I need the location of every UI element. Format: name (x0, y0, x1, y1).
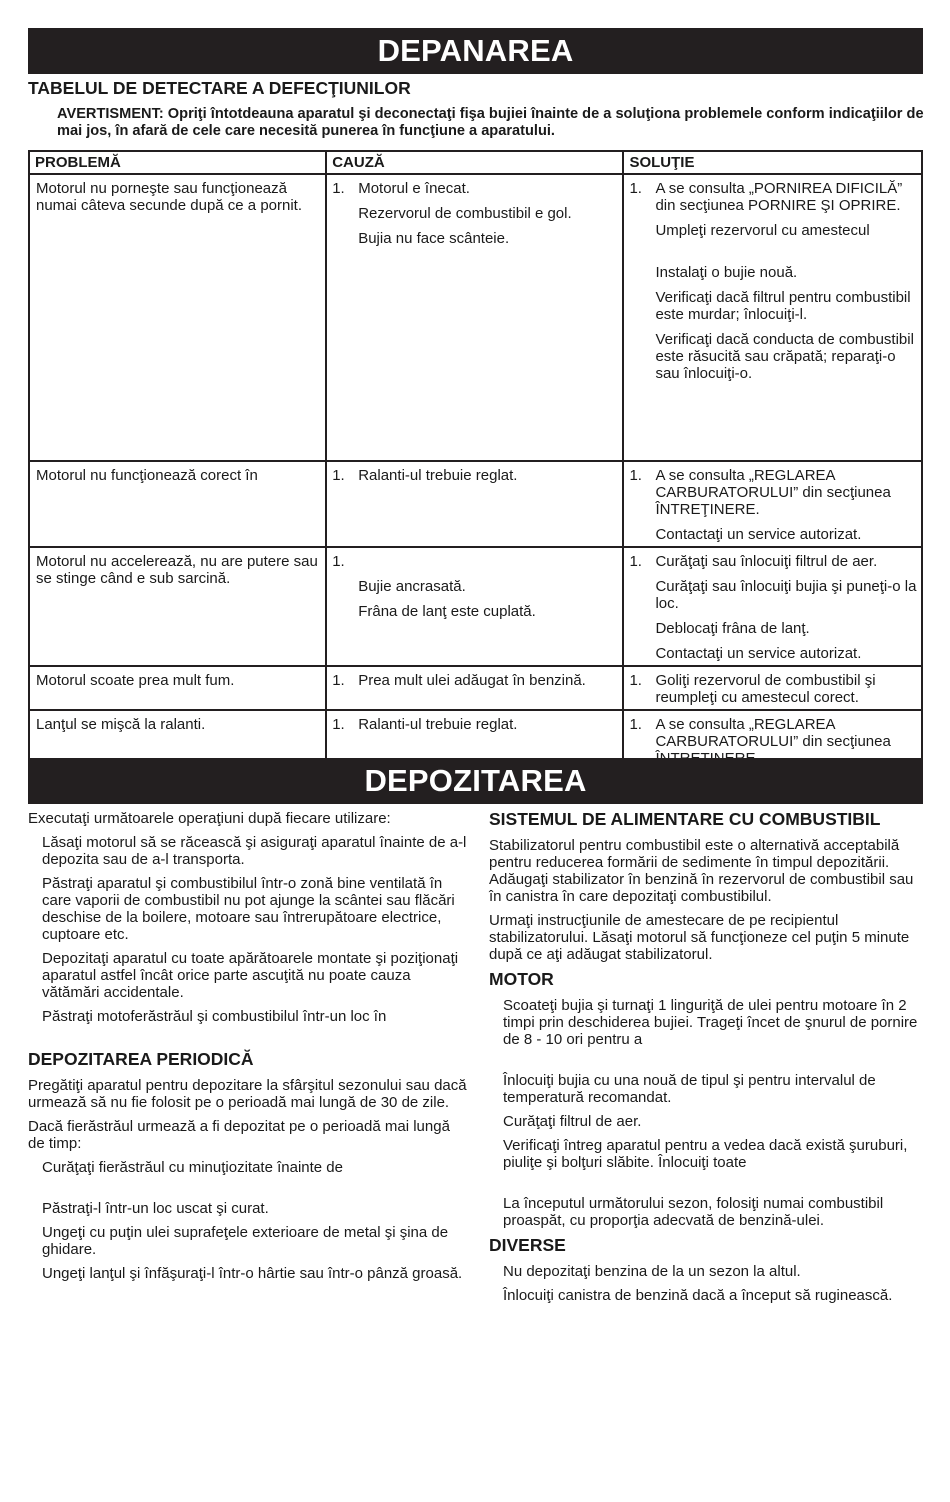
solution-item (629, 180, 917, 214)
fuel-system-paragraph: Stabilizatorul pentru combustibil este o alternativă acceptabilă pentru reducerea formării de sedimente în timpul depozitării. Adăugaţi stabilizator în benzină în rezervorul de combustibil sau în canistra în care depozitaţi combustibilul. (489, 837, 914, 905)
header-solution: SOLUŢIE (623, 151, 922, 174)
fuel-system-heading: SISTEMUL DE ALIMENTARE CU COMBUSTIBIL (489, 809, 881, 829)
item-number (629, 222, 655, 239)
item-text: Instalaţi o bujie nouă. (655, 264, 798, 281)
item-text: Verificaţi dacă conducta de combustibil este răsucită sau crăpată; reparaţi-o sau înlocuiţi-o. (655, 331, 914, 382)
troubleshooting-banner: DEPANAREA (28, 28, 923, 74)
motor-item: Verificaţi întreg aparatul pentru a vedea dacă există şuruburi, piuliţe şi bolţuri slăbite. Înlocuiţi toate (503, 1137, 908, 1171)
item-text: Motorul e înecat. (358, 180, 470, 197)
periodic-item: Ungeţi cu puţin ulei suprafeţele exterioare de metal şi şina de ghidare. (42, 1224, 449, 1258)
item-number: 1. (629, 467, 642, 484)
problem-cell: Motorul nu porneşte sau funcţionează numai câteva secunde după ce a pornit. (29, 174, 326, 461)
misc-heading: DIVERSE (489, 1235, 566, 1255)
motor-item: Curăţaţi filtrul de aer. (503, 1113, 642, 1130)
item-text: Curăţaţi sau înlocuiţi filtrul de aer. (655, 553, 878, 570)
table-row (29, 174, 922, 461)
cause-item (332, 230, 618, 247)
item-text: Frâna de lanţ este cuplată. (358, 603, 536, 620)
item-number: 1. (629, 672, 642, 689)
cause-cell (326, 547, 623, 666)
item-text: Prea mult ulei adăugat în benzină. (358, 672, 586, 689)
table-header-row (29, 151, 922, 174)
cause-item (332, 716, 618, 733)
cause-cell (326, 461, 623, 547)
problem-cell: Motorul scoate prea mult fum. (29, 666, 326, 710)
item-number: 1. (629, 716, 642, 733)
solution-item (629, 264, 917, 281)
motor-item: Înlocuiţi bujia cu una nouă de tipul şi pentru intervalul de temperatură recomandat. (503, 1072, 876, 1106)
item-text: Verificaţi dacă filtrul pentru combustibil este murdar; înlocuiţi-l. (655, 289, 911, 323)
item-text: Contactaţi un service autorizat. (655, 645, 862, 662)
solution-item (629, 467, 917, 518)
cause-item (332, 603, 618, 620)
solution-item (629, 526, 917, 543)
solution-item (629, 645, 917, 662)
item-number: 1. (332, 716, 345, 733)
item-text: Goliţi rezervorul de combustibil şi reumpleţi cu amestecul corect. (655, 672, 876, 706)
periodic-paragraph: Pregătiţi aparatul pentru depozitare la sfârşitul sezonului sau dacă urmează să nu fie folosit pe o perioadă mai lungă de 30 de zile. (28, 1077, 467, 1111)
problem-cell: Lanţul se mişcă la ralanti. (29, 710, 326, 796)
cause-cell (326, 666, 623, 710)
cause-item (332, 205, 618, 222)
solution-cell (623, 174, 922, 461)
after-use-item: Păstraţi aparatul şi combustibilul într-o zonă bine ventilată în care vaporii de combustibil nu pot ajunge la scântei sau flăcări deschise de la boilere, motoare sau întrerupătoare electrice, cuptoare etc. (42, 875, 455, 943)
item-number (332, 603, 358, 620)
item-text: A se consulta „REGLAREA CARBURATORULUI” din secţiunea (655, 716, 891, 750)
item-text: Deblocaţi frâna de lanţ. (655, 620, 810, 637)
item-text: Curăţaţi sau înlocuiţi bujia şi puneţi-o la loc. (655, 578, 917, 612)
item-text (358, 553, 618, 570)
after-use-item: Depozitaţi aparatul cu toate apărătoarele montate şi poziţionaţi aparatul astfel încât orice parte ascuţită nu poate cauza vătămări accidentale. (42, 950, 459, 1001)
solution-item (629, 222, 917, 239)
periodic-item: Păstraţi-l într-un loc uscat şi curat. (42, 1200, 269, 1217)
cause-item (332, 467, 618, 484)
warning-text: AVERTISMENT: Opriţi întotdeauna aparatul şi deconectaţi fişa bujiei înainte de a soluţiona problemele conform indicaţiilor de mai jos, în afară de cele care necesită punerea în funcţiune a aparatului. (57, 106, 924, 139)
periodic-item: Curăţaţi fierăstrăul cu minuţiozitate înainte de (42, 1159, 343, 1176)
solution-cell (623, 461, 922, 547)
misc-item: Înlocuiţi canistra de benzină dacă a început să ruginească. (503, 1287, 893, 1304)
motor-heading: MOTOR (489, 969, 554, 989)
item-number (629, 331, 655, 382)
storage-intro: Executaţi următoarele operaţiuni după fiecare utilizare: (28, 810, 391, 827)
item-number (629, 620, 655, 637)
troubleshooting-table-title: TABELUL DE DETECTARE A DEFECŢIUNILOR (28, 78, 411, 98)
storage-left-column (28, 810, 468, 1289)
item-text: Ralanti-ul trebuie reglat. (358, 467, 518, 484)
item-number (629, 264, 655, 281)
item-number (629, 289, 655, 323)
item-text: Umpleţi rezervorul cu amestecul (655, 222, 870, 239)
cause-item (332, 578, 618, 595)
table-row (29, 547, 922, 666)
troubleshooting-table (28, 150, 923, 797)
item-number (629, 645, 655, 662)
solution-item (629, 553, 917, 570)
header-problem: PROBLEMĂ (29, 151, 326, 174)
item-text: Contactaţi un service autorizat. (655, 526, 862, 543)
item-number: 1. (629, 180, 642, 197)
item-number: 1. (332, 180, 345, 197)
storage-banner: DEPOZITAREA (28, 758, 923, 804)
item-number: 1. (332, 553, 345, 570)
item-number: 1. (629, 553, 642, 570)
storage-right-column (489, 810, 929, 1311)
solution-cell (623, 547, 922, 666)
solution-item (629, 672, 917, 706)
solution-item (629, 620, 917, 637)
item-text: A se consulta „PORNIREA DIFICILĂ” din secţiunea PORNIRE ŞI OPRIRE. (655, 180, 903, 214)
item-number: 1. (332, 467, 345, 484)
item-number: 1. (332, 672, 345, 689)
motor-item: La începutul următorului sezon, folosiţi numai combustibil proaspăt, cu proporţia adecvată de benzină-ulei. (503, 1195, 884, 1229)
table-row (29, 666, 922, 710)
problem-cell: Motorul nu accelerează, nu are putere sau se stinge când e sub sarcină. (29, 547, 326, 666)
cause-cell (326, 174, 623, 461)
periodic-storage-heading: DEPOZITAREA PERIODICĂ (28, 1049, 254, 1069)
table-row (29, 461, 922, 547)
cause-item (332, 180, 618, 197)
item-text: Ralanti-ul trebuie reglat. (358, 716, 518, 733)
item-number (332, 205, 358, 222)
fuel-system-paragraph: Urmaţi instrucţiunile de amestecare de pe recipientul stabilizatorului. Lăsaţi motorul să funcţioneze cel puţin 5 minute după ce aţi adăugat stabilizatorul. (489, 912, 910, 963)
after-use-item: Lăsaţi motorul să se răcească şi asiguraţi aparatul înainte de a-l depozita sau de a-l transporta. (42, 834, 467, 868)
problem-cell: Motorul nu funcţionează corect în (29, 461, 326, 547)
item-number (629, 526, 655, 543)
cause-item (332, 553, 618, 570)
periodic-paragraph: Dacă fierăstrăul urmează a fi depozitat pe o perioadă mai lungă de timp: (28, 1118, 450, 1152)
item-text: Bujie ancrasată. (358, 578, 466, 595)
periodic-item: Ungeţi lanţul şi înfăşuraţi-l într-o hârtie sau într-o pânză groasă. (42, 1265, 463, 1282)
solution-cell (623, 666, 922, 710)
item-text: Rezervorul de combustibil e gol. (358, 205, 572, 222)
motor-item: Scoateţi bujia şi turnaţi 1 linguriţă de ulei pentru motoare în 2 timpi prin deschiderea bujiei. Trageţi încet de şnurul de pornire de 8 - 10 ori pentru a (503, 997, 918, 1048)
item-text: A se consulta „REGLAREA CARBURATORULUI” din secţiunea ÎNTREŢINERE. (655, 467, 891, 518)
item-number (332, 578, 358, 595)
header-cause: CAUZĂ (326, 151, 623, 174)
solution-item (629, 289, 917, 323)
after-use-item: Păstraţi motoferăstrăul şi combustibilul într-un loc în (42, 1008, 387, 1025)
solution-item (629, 578, 917, 612)
cause-item (332, 672, 618, 689)
solution-item (629, 331, 917, 382)
item-number (332, 230, 358, 247)
misc-item: Nu depozitaţi benzina de la un sezon la altul. (503, 1263, 801, 1280)
item-text: Bujia nu face scânteie. (358, 230, 510, 247)
item-number (629, 578, 655, 612)
